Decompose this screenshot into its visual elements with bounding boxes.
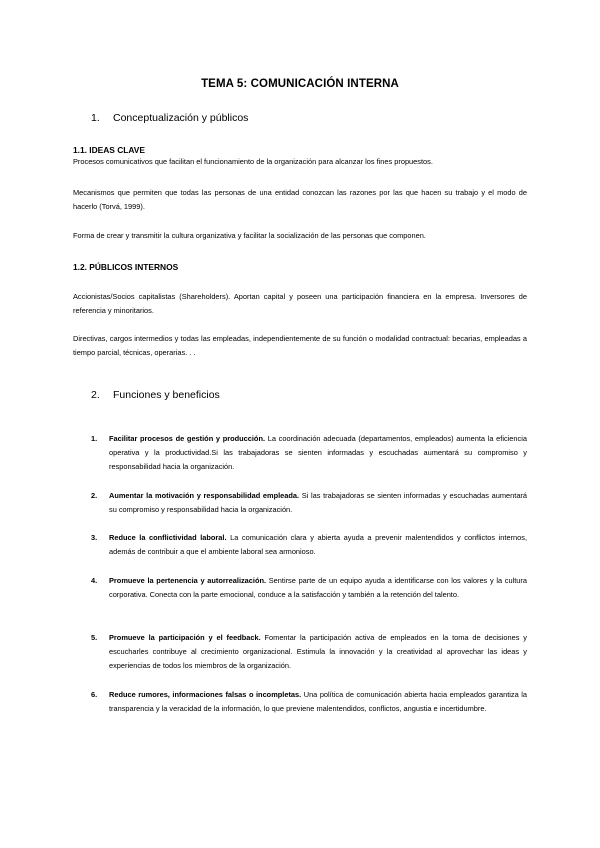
list-item: 5. Promueve la participación y el feedback. Fomentar la participación activa de empleados en la toma de decisiones y escucharles contribuye al crecimiento organizacional. Estimula la innovación y la creatividad al aprovechar las ideas y experiencias de todos los miembros de la organización.	[91, 633, 527, 670]
list-item: 6. Reduce rumores, informaciones falsas o incompletas. Una política de comunicación abierta hacia empleados garantiza la transparencia y la veracidad de la información, lo que previene malentendidos, conflictos, angustia e incertidumbre.	[91, 690, 527, 713]
list-item-text: Una política de comunicación abierta hacia empleados garantiza la transparencia y la veracidad de la información, lo que previene malentendidos, conflictos, angustia e incertidumbre.	[109, 690, 527, 713]
list-item-lead: Reduce rumores, informaciones falsas o incompletas.	[109, 690, 302, 699]
list-item: 2. Aumentar la motivación y responsabilidad empleada. Si las trabajadoras se sienten informadas y escuchadas aumentará su compromiso y responsabilidad hacia la organización.	[91, 491, 527, 514]
ideas-clave-paragraph-1: Procesos comunicativos que facilitan el funcionamiento de la organización para alcanzar los fines propuestos.	[73, 157, 433, 166]
list-item-lead: Aumentar la motivación y responsabilidad empleada.	[109, 491, 300, 500]
list-item-text: Sentirse parte de un equipo ayuda a identificarse con los valores y la cultura corporativa. Conecta con la parte emocional, conduce a la satisfacción y también a la retención del talento.	[109, 576, 527, 599]
list-item: 4. Promueve la pertenencia y autorrealización. Sentirse parte de un equipo ayuda a identificarse con los valores y la cultura corporativa. Conecta con la parte emocional, conduce a la satisfacción y también a la retención del talento.	[91, 576, 527, 599]
section-2-number: 2.	[91, 389, 100, 401]
section-1-heading	[91, 112, 248, 124]
section-1-title: Conceptualización y públicos	[113, 112, 249, 124]
ideas-clave-paragraph-3: Forma de crear y transmitir la cultura organizativa y facilitar la socialización de las personas que componen.	[73, 231, 426, 240]
list-item-text: La comunicación clara y abierta ayuda a prevenir malentendidos y conflictos internos, además de contribuir a que el ambiente laboral sea armonioso.	[109, 533, 527, 556]
section-2-title: Funciones y beneficios	[113, 389, 220, 401]
list-item-lead: Promueve la pertenencia y autorrealización.	[109, 576, 267, 585]
list-item-lead: Promueve la participación y el feedback.	[109, 633, 261, 642]
subsection-ideas-clave-heading: 1.1. IDEAS CLAVE	[73, 145, 145, 155]
publicos-internos-paragraph-2: Directivas, cargos intermedios y todas las empleadas, independientemente de su función o modalidad contractual: becarias, empleadas a tiempo parcial, técnicas, operarias. . .	[73, 334, 527, 357]
list-item-lead: Facilitar procesos de gestión y producción.	[109, 434, 266, 443]
list-item-text: Fomentar la participación activa de empleados en la toma de decisiones y escucharles contribuye al crecimiento organizacional. Estimula la innovación y la creatividad al aprovechar las ideas y experiencias de todos los miembros de la organización.	[109, 633, 527, 670]
list-item-text: La coordinación adecuada (departamentos, empleados) aumenta la eficiencia operativa y la productividad.Si las trabajadoras se sienten informadas y escuchadas aumentará su compromiso y responsabilidad hacia la organización.	[109, 434, 527, 471]
ideas-clave-paragraph-2: Mecanismos que permiten que todas las personas de una entidad conozcan las razones por las que hacen su trabajo y el modo de hacerlo (Torvá, 1999).	[73, 188, 527, 211]
list-item-text: Si las trabajadoras se sienten informadas y escuchadas aumentará su compromiso y responsabilidad hacia la organización.	[109, 491, 527, 514]
document-title: TEMA 5: COMUNICACIÓN INTERNA	[201, 78, 399, 90]
subsection-publicos-internos-heading: 1.2. PÚBLICOS INTERNOS	[73, 262, 179, 272]
list-item-lead: Reduce la conflictividad laboral.	[109, 533, 227, 542]
list-item: 1. Facilitar procesos de gestión y producción. La coordinación adecuada (departamentos, empleados) aumenta la eficiencia operativa y la productividad.Si las trabajadoras se sienten informadas y escuchadas aumentará su compromiso y responsabilidad hacia la organización.	[91, 434, 527, 471]
list-item: 3. Reduce la conflictividad laboral. La comunicación clara y abierta ayuda a prevenir malentendidos y conflictos internos, además de contribuir a que el ambiente laboral sea armonioso.	[91, 533, 527, 556]
section-2-heading	[91, 389, 220, 401]
section-1-number: 1.	[91, 112, 100, 124]
publicos-internos-paragraph-1: Accionistas/Socios capitalistas (Shareholders). Aportan capital y poseen una participación financiera en la empresa. Inversores de referencia y minoritarios.	[73, 292, 527, 315]
